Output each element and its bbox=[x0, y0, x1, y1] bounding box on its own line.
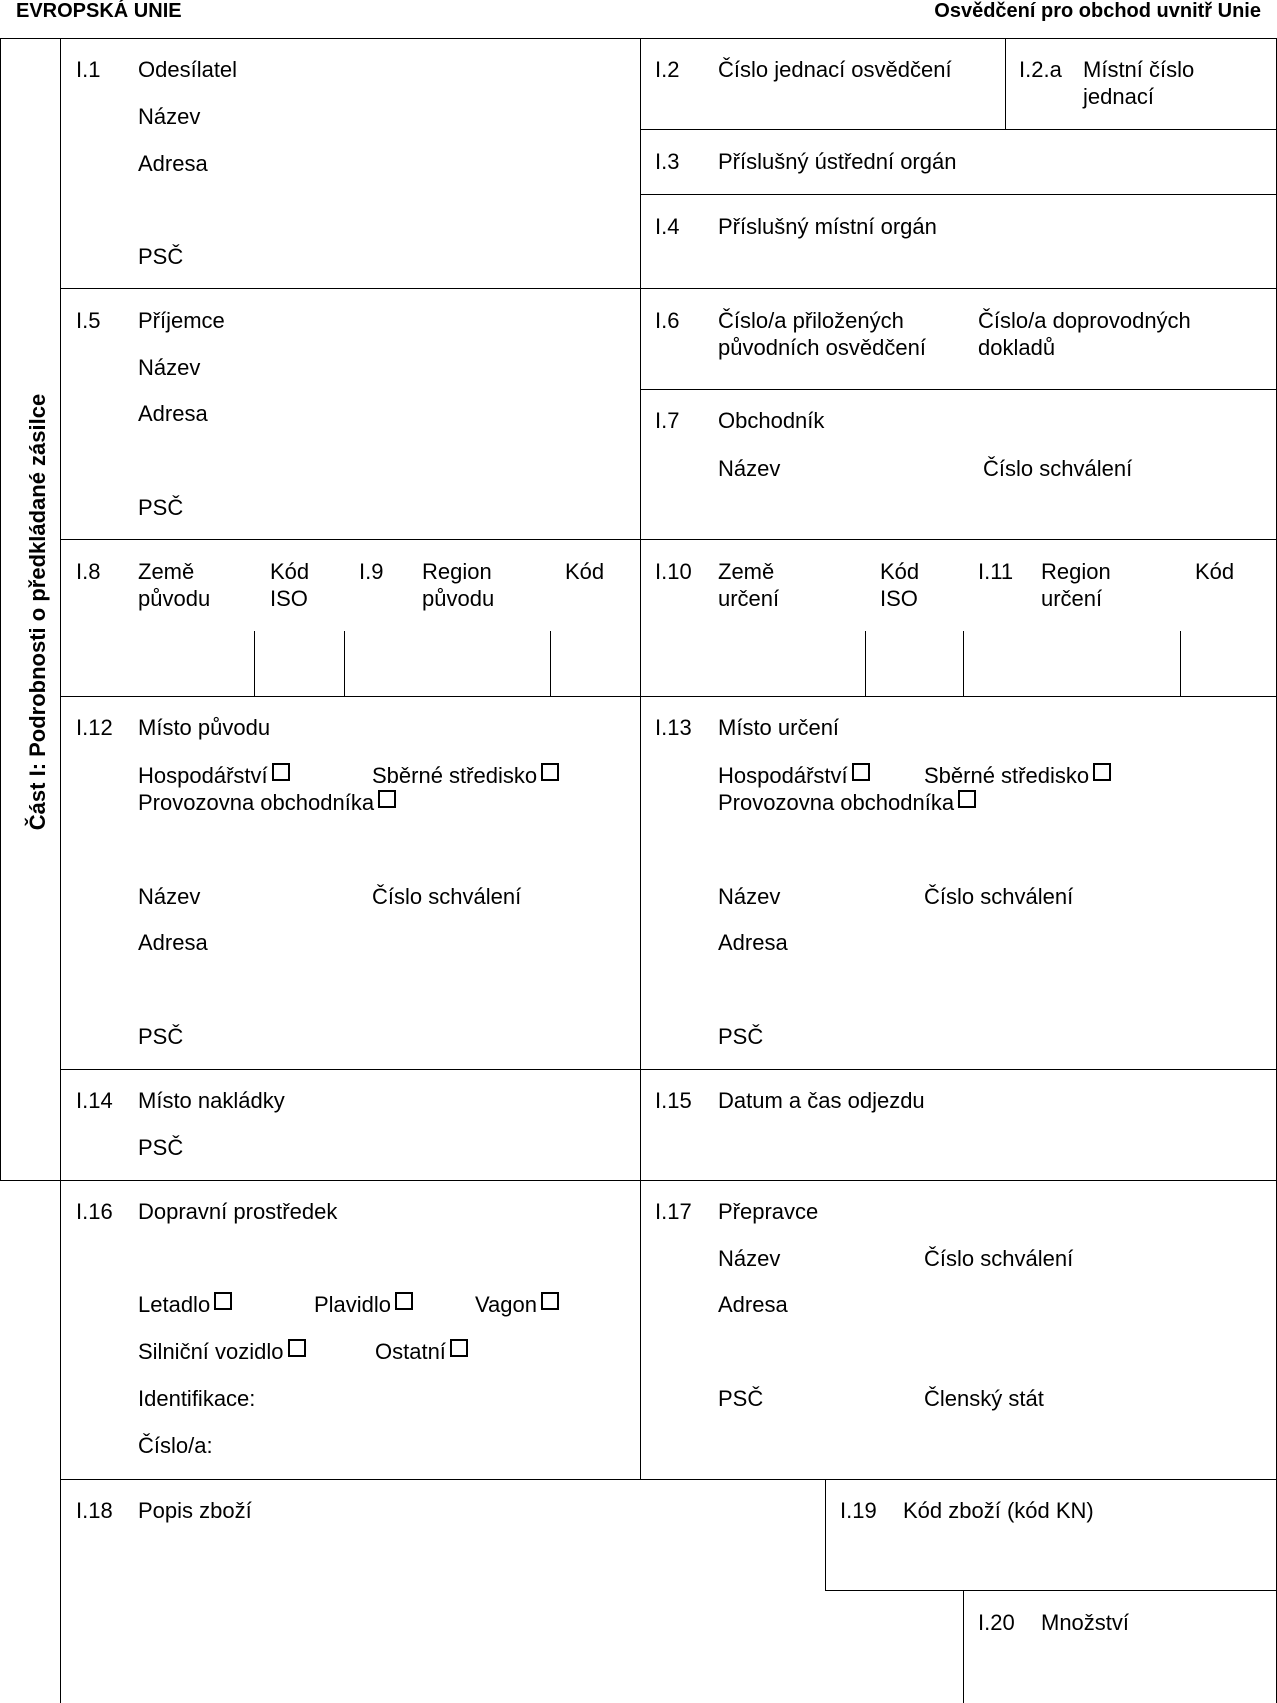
i13-option-dealer: Provozovna obchodníka bbox=[718, 789, 976, 816]
i11-code-label: Kód bbox=[1195, 559, 1235, 584]
i5-name-label: Název bbox=[138, 355, 201, 380]
i16-numbers-label: Číslo/a: bbox=[138, 1433, 213, 1458]
i16-option-other: Ostatní bbox=[375, 1338, 468, 1365]
i17-name-label: Název bbox=[718, 1246, 781, 1271]
i17-member-state-label: Členský stát bbox=[924, 1386, 1044, 1411]
side-label: Část I: Podrobnosti o předkládané zásilce bbox=[25, 393, 50, 831]
i15-number: I.15 bbox=[655, 1088, 692, 1113]
i1-number: I.1 bbox=[76, 57, 101, 82]
i16-railway-checkbox[interactable] bbox=[541, 1292, 559, 1310]
i16-option-vessel: Plavidlo bbox=[314, 1291, 413, 1318]
i16-option-railway: Vagon bbox=[475, 1291, 559, 1318]
header-right: Osvědčení pro obchod uvnitř Unie bbox=[934, 0, 1261, 22]
i13-assembly-checkbox[interactable] bbox=[1093, 763, 1111, 781]
i12-option-dealer: Provozovna obchodníka bbox=[138, 789, 396, 816]
i17-title: Přepravce bbox=[718, 1199, 819, 1224]
i13-address-label: Adresa bbox=[718, 930, 788, 955]
i10-title-line1: Země bbox=[718, 559, 775, 584]
i8-title-line1: Země bbox=[138, 559, 195, 584]
i17-address-label: Adresa bbox=[718, 1292, 788, 1317]
i7-title: Obchodník bbox=[718, 408, 825, 433]
i12-title: Místo původu bbox=[138, 715, 271, 740]
i15-title: Datum a čas odjezdu bbox=[718, 1088, 925, 1113]
i10-code-label: Kód bbox=[880, 559, 920, 584]
i1-address-label: Adresa bbox=[138, 151, 208, 176]
i14-title: Místo nakládky bbox=[138, 1088, 285, 1113]
i18-title: Popis zboží bbox=[138, 1498, 252, 1523]
i20-title: Množství bbox=[1041, 1610, 1130, 1635]
i2-title: Číslo jednací osvědčení bbox=[718, 57, 952, 82]
i4-title: Příslušný místní orgán bbox=[718, 214, 937, 239]
i10-iso-label: ISO bbox=[880, 586, 918, 611]
i17-number: I.17 bbox=[655, 1199, 692, 1224]
i12-name-label: Název bbox=[138, 884, 201, 909]
i13-name-label: Název bbox=[718, 884, 781, 909]
i16-other-checkbox[interactable] bbox=[450, 1339, 468, 1357]
i8-title-line2: původu bbox=[138, 586, 211, 611]
i5-postcode-label: PSČ bbox=[138, 495, 184, 520]
i18-number: I.18 bbox=[76, 1498, 113, 1523]
i8-number: I.8 bbox=[76, 559, 101, 584]
i12-address-label: Adresa bbox=[138, 930, 208, 955]
i13-postcode-label: PSČ bbox=[718, 1024, 764, 1049]
i8-iso-label: ISO bbox=[270, 586, 308, 611]
i9-code-label: Kód bbox=[565, 559, 605, 584]
i13-dealer-checkbox[interactable] bbox=[958, 790, 976, 808]
i16-option-aircraft: Letadlo bbox=[138, 1291, 232, 1318]
i13-approval-label: Číslo schválení bbox=[924, 884, 1074, 909]
i16-vessel-checkbox[interactable] bbox=[395, 1292, 413, 1310]
i6-number: I.6 bbox=[655, 308, 680, 333]
i12-option-assembly: Sběrné středisko bbox=[372, 762, 559, 789]
i1-postcode-label: PSČ bbox=[138, 244, 184, 269]
i5-address-label: Adresa bbox=[138, 401, 208, 426]
i20-number: I.20 bbox=[978, 1610, 1015, 1635]
i13-holding-checkbox[interactable] bbox=[852, 763, 870, 781]
i12-approval-label: Číslo schválení bbox=[372, 884, 522, 909]
i10-title-line2: určení bbox=[718, 586, 780, 611]
i5-number: I.5 bbox=[76, 308, 101, 333]
i16-road-checkbox[interactable] bbox=[288, 1339, 306, 1357]
i19-title: Kód zboží (kód KN) bbox=[903, 1498, 1094, 1523]
i3-number: I.3 bbox=[655, 149, 680, 174]
i8-code-label: Kód bbox=[270, 559, 310, 584]
i11-title-line2: určení bbox=[1041, 586, 1103, 611]
i6-col1-line2: původních osvědčení bbox=[718, 335, 926, 360]
i2a-title-line1: Místní číslo bbox=[1083, 57, 1195, 82]
i1-title: Odesílatel bbox=[138, 57, 238, 82]
i9-title-line2: původu bbox=[422, 586, 495, 611]
i5-title: Příjemce bbox=[138, 308, 225, 333]
i12-option-holding: Hospodářství bbox=[138, 762, 290, 789]
i12-dealer-checkbox[interactable] bbox=[378, 790, 396, 808]
i6-col2-line2: dokladů bbox=[978, 335, 1056, 360]
i13-number: I.13 bbox=[655, 715, 692, 740]
i3-title: Příslušný ústřední orgán bbox=[718, 149, 957, 174]
i6-col2-line1: Číslo/a doprovodných bbox=[978, 308, 1191, 333]
i13-option-holding: Hospodářství bbox=[718, 762, 870, 789]
i13-option-assembly: Sběrné středisko bbox=[924, 762, 1111, 789]
i16-number: I.16 bbox=[76, 1199, 113, 1224]
i7-name-label: Název bbox=[718, 456, 781, 481]
i12-postcode-label: PSČ bbox=[138, 1024, 184, 1049]
i16-title: Dopravní prostředek bbox=[138, 1199, 338, 1224]
i12-holding-checkbox[interactable] bbox=[272, 763, 290, 781]
i7-approval-label: Číslo schválení bbox=[983, 456, 1133, 481]
i12-number: I.12 bbox=[76, 715, 113, 740]
i1-name-label: Název bbox=[138, 104, 201, 129]
i10-number: I.10 bbox=[655, 559, 692, 584]
i2a-title-line2: jednací bbox=[1083, 84, 1154, 109]
i6-col1-line1: Číslo/a přiložených bbox=[718, 308, 904, 333]
i9-number: I.9 bbox=[359, 559, 384, 584]
i7-number: I.7 bbox=[655, 408, 680, 433]
i16-identification-label: Identifikace: bbox=[138, 1386, 256, 1411]
i16-aircraft-checkbox[interactable] bbox=[214, 1292, 232, 1310]
i2a-number: I.2.a bbox=[1019, 57, 1062, 82]
i14-postcode-label: PSČ bbox=[138, 1135, 184, 1160]
i4-number: I.4 bbox=[655, 214, 680, 239]
i12-assembly-checkbox[interactable] bbox=[541, 763, 559, 781]
i17-postcode-label: PSČ bbox=[718, 1386, 764, 1411]
i13-title: Místo určení bbox=[718, 715, 840, 740]
header-left: EVROPSKÁ UNIE bbox=[16, 0, 182, 22]
i16-option-road: Silniční vozidlo bbox=[138, 1338, 306, 1365]
i17-approval-label: Číslo schválení bbox=[924, 1246, 1074, 1271]
i14-number: I.14 bbox=[76, 1088, 113, 1113]
i11-title-line1: Region bbox=[1041, 559, 1111, 584]
i11-number: I.11 bbox=[978, 559, 1014, 584]
i2-number: I.2 bbox=[655, 57, 680, 82]
i9-title-line1: Region bbox=[422, 559, 492, 584]
i19-number: I.19 bbox=[840, 1498, 877, 1523]
